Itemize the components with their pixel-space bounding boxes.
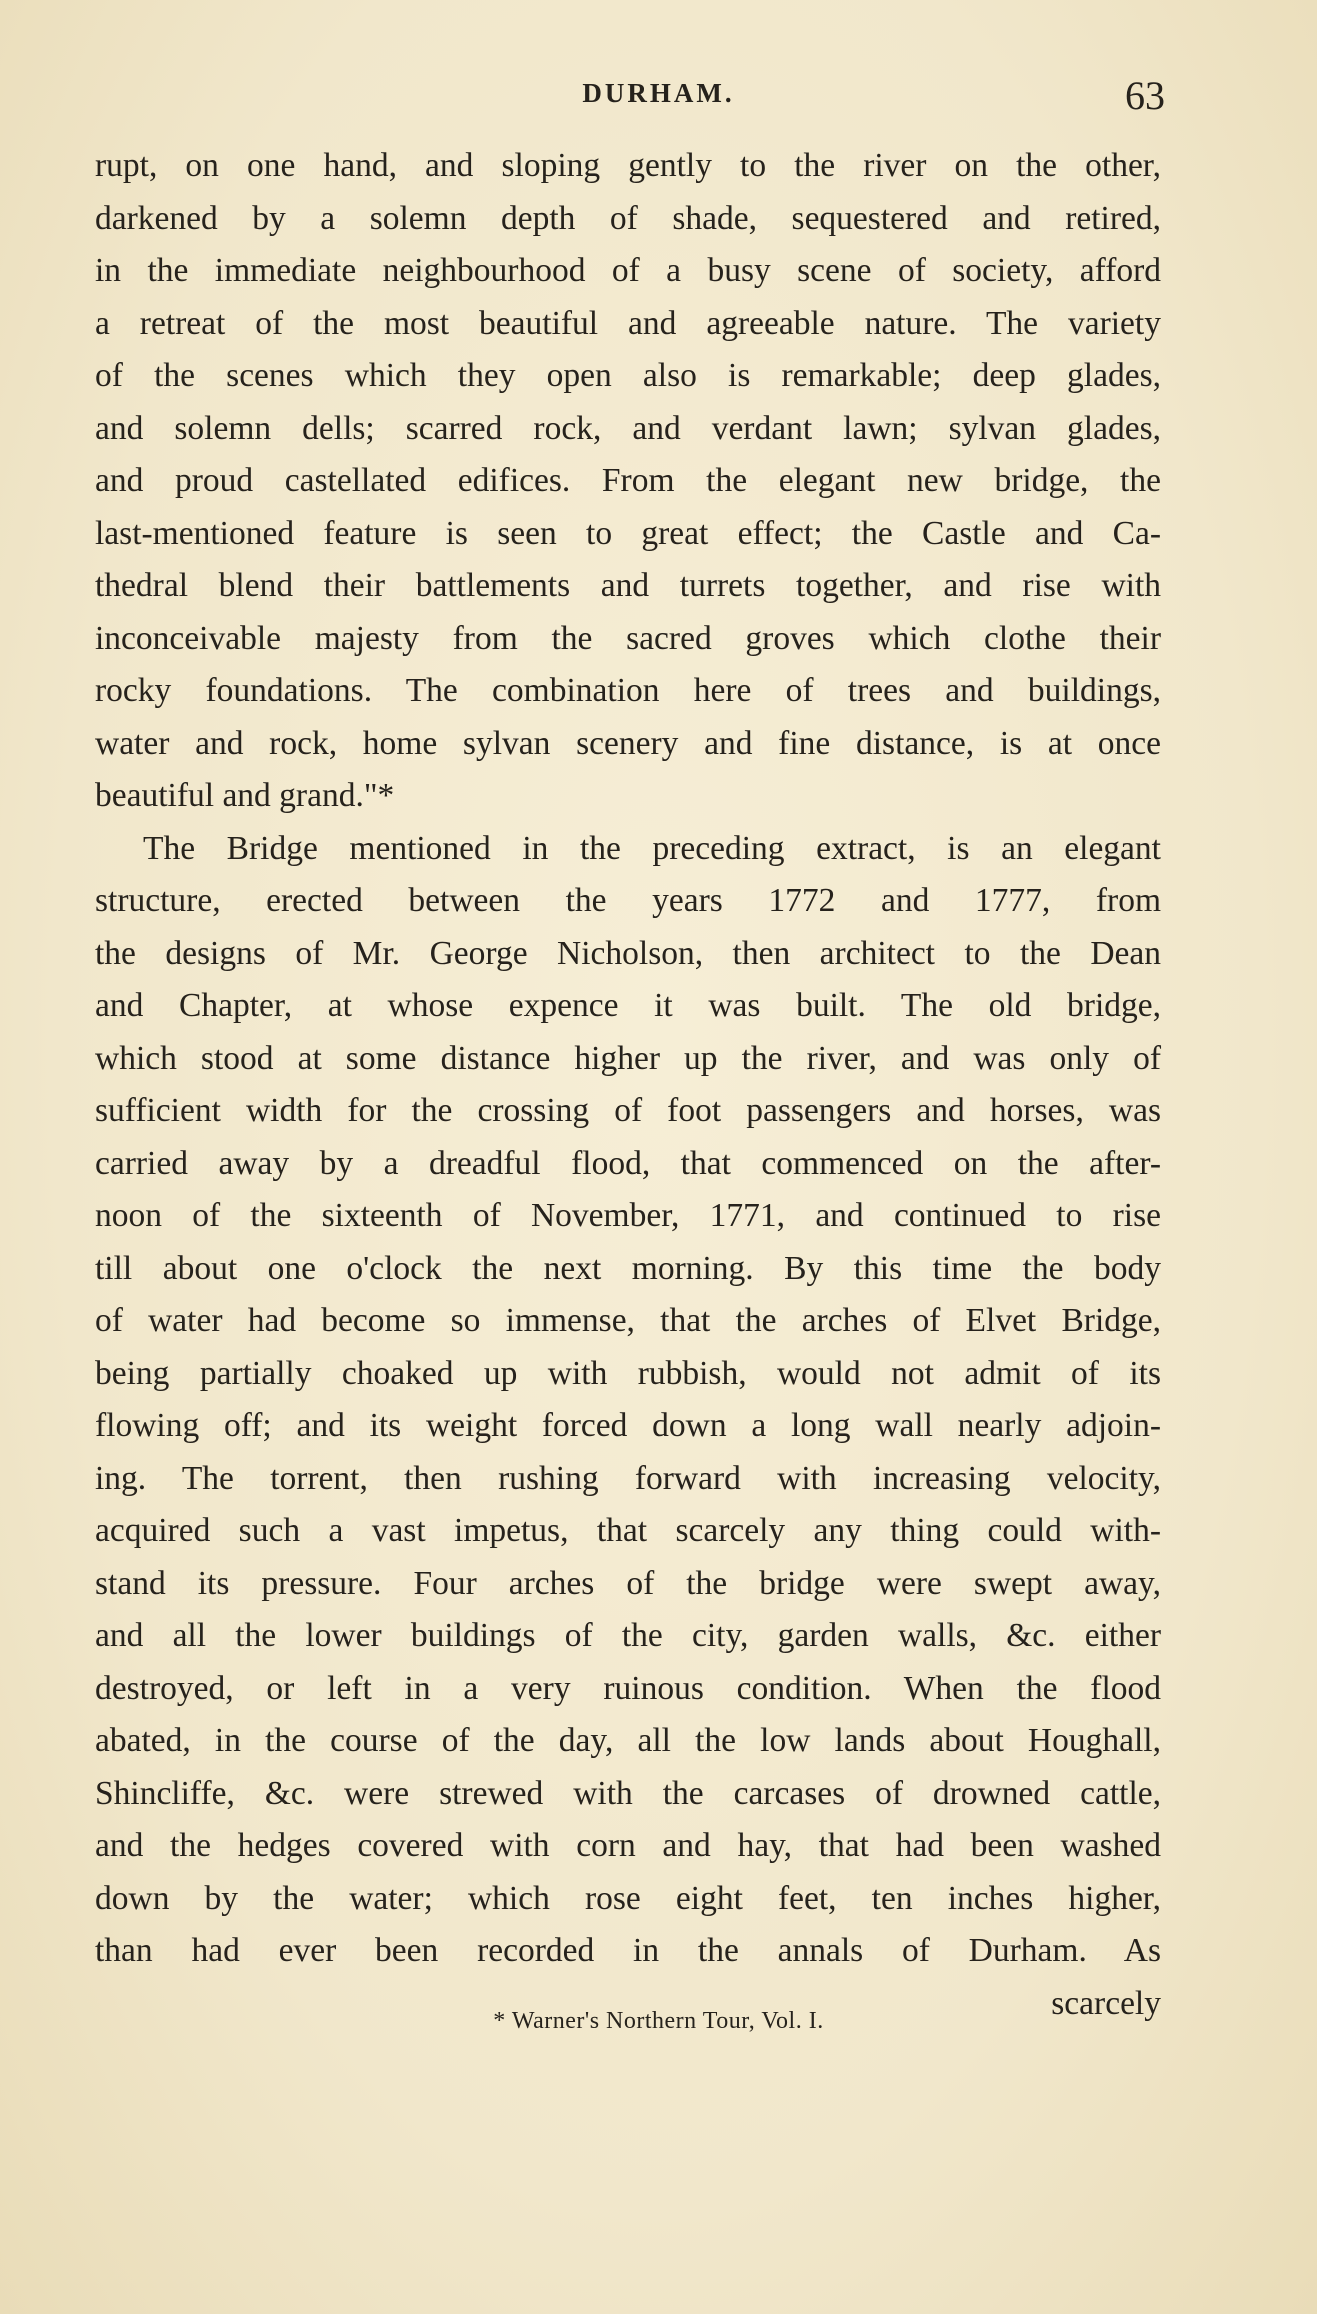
text-line: sufficient width for the crossing of foot passengers and horses, was (95, 1092, 1161, 1129)
text-line: thedral blend their battlements and turrets together, and rise with (95, 567, 1161, 604)
text-line: destroyed, or left in a very ruinous condition. When the flood (95, 1669, 1161, 1707)
text-line: than had ever been recorded in the annals of Durham. As (95, 1932, 1161, 1969)
text-line: carried away by a dreadful flood, that commenced on the after- (95, 1144, 1161, 1182)
text-line: and solemn dells; scarred rock, and verdant lawn; sylvan glades, (95, 409, 1161, 447)
text-line: being partially choaked up with rubbish, would not admit of its (95, 1354, 1161, 1392)
text-line: flowing off; and its weight forced down a long wall nearly adjoin- (95, 1407, 1161, 1444)
text-line: darkened by a solemn depth of shade, sequestered and retired, (95, 199, 1161, 237)
text-line: a retreat of the most beautiful and agreeable nature. The variety (95, 304, 1161, 342)
text-line: and proud castellated edifices. From the elegant new bridge, the (95, 462, 1161, 499)
text-line: rocky foundations. The combination here of trees and buildings, (95, 672, 1161, 709)
text-line: till about one o'clock the next morning. By this time the body (95, 1249, 1161, 1287)
text-line: ing. The torrent, then rushing forward with increasing velocity, (95, 1459, 1161, 1497)
text-line: acquired such a vast impetus, that scarcely any thing could with- (95, 1512, 1161, 1549)
body-text (95, 140, 1161, 2030)
paragraph-start-line: The Bridge mentioned in the preceding extract, is an elegant (143, 829, 1161, 867)
text-line: inconceivable majesty from the sacred groves which clothe their (95, 619, 1161, 657)
text-line: of the scenes which they open also is remarkable; deep glades, (95, 357, 1161, 394)
text-line: rupt, on one hand, and sloping gently to the river on the other, (95, 147, 1161, 184)
text-line: and Chapter, at whose expence it was built. The old bridge, (95, 987, 1161, 1024)
text-line: Shincliffe, &c. were strewed with the carcases of drowned cattle, (95, 1774, 1161, 1812)
text-line: beautiful and grand."* (95, 777, 395, 814)
text-line: abated, in the course of the day, all the low lands about Houghall, (95, 1722, 1161, 1759)
text-line: of water had become so immense, that the arches of Elvet Bridge, (95, 1302, 1161, 1339)
text-line: and the hedges covered with corn and hay, that had been washed (95, 1827, 1161, 1864)
text-line: and all the lower buildings of the city, garden walls, &c. either (95, 1617, 1161, 1654)
text-line: which stood at some distance higher up the river, and was only of (95, 1039, 1161, 1077)
text-line: last-mentioned feature is seen to great effect; the Castle and Ca- (95, 514, 1161, 552)
text-line: in the immediate neighbourhood of a busy scene of society, afford (95, 252, 1161, 289)
text-line: the designs of Mr. George Nicholson, then architect to the Dean (95, 934, 1161, 972)
page-number: 63 (1125, 73, 1165, 118)
running-title: DURHAM. (582, 78, 735, 108)
running-head (0, 73, 1317, 118)
text-line: water and rock, home sylvan scenery and fine distance, is at once (95, 724, 1161, 762)
text-line: noon of the sixteenth of November, 1771, and continued to rise (95, 1197, 1161, 1234)
footnote: * Warner's Northern Tour, Vol. I. (493, 2008, 824, 2034)
text-line: structure, erected between the years 1772 and 1777, from (95, 882, 1161, 919)
text-line: stand its pressure. Four arches of the bridge were swept away, (95, 1564, 1161, 1602)
text-line: down by the water; which rose eight feet, ten inches higher, (95, 1879, 1161, 1917)
catchword: scarcely (1051, 1984, 1161, 2022)
